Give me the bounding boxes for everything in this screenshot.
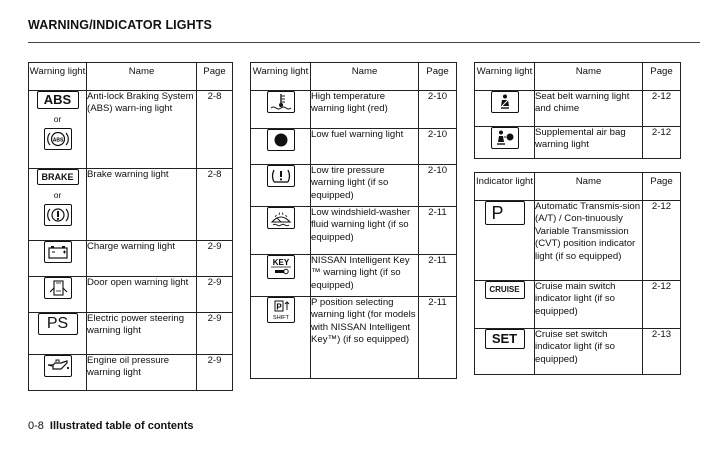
table-row: [29, 313, 233, 355]
key-label: KEY: [272, 258, 289, 267]
abs-or-brake-circle-abs-icon: [29, 91, 87, 169]
table-row: [251, 207, 457, 255]
header-warning-light: Warning light: [475, 63, 535, 91]
header-name: Name: [311, 63, 419, 91]
row-name: Supplemental air bag warning light: [535, 127, 643, 159]
seat-belt-icon: [491, 91, 519, 113]
table-row: [251, 91, 457, 129]
row-page: 2-12: [643, 281, 681, 329]
table-row: [251, 297, 457, 379]
header-name: Name: [535, 63, 643, 91]
row-page: 2-11: [419, 255, 457, 297]
svg-text:ABS: ABS: [52, 137, 63, 144]
or-label: or: [53, 190, 62, 200]
p-shift-icon: [267, 297, 295, 323]
warning-lights-table-3: [474, 62, 681, 159]
page-footer: [28, 420, 194, 432]
warning-lights-table-1: [28, 62, 233, 391]
row-name: Door open warning light: [87, 277, 197, 313]
battery-icon: [44, 241, 72, 263]
table-row: [251, 165, 457, 207]
row-page: 2-9: [197, 241, 233, 277]
oil-can-icon: [44, 355, 72, 377]
warning-lights-table-2: [250, 62, 457, 379]
page-title: WARNING/INDICATOR LIGHTS: [28, 18, 212, 32]
table-row: [475, 281, 681, 329]
row-name: Low fuel warning light: [311, 129, 419, 165]
row-name: Brake warning light: [87, 169, 197, 241]
brake-icon: BRAKE: [37, 169, 79, 185]
header-page: Page: [419, 63, 457, 91]
row-page: 2-9: [197, 277, 233, 313]
ps-icon: PS: [38, 313, 78, 335]
or-label: or: [53, 114, 62, 124]
washer-fluid-icon: [267, 207, 295, 229]
row-page: 2-13: [643, 329, 681, 375]
row-page: 2-11: [419, 297, 457, 379]
row-page: 2-10: [419, 91, 457, 129]
row-name: Seat belt warning light and chime: [535, 91, 643, 127]
row-page: 2-12: [643, 127, 681, 159]
row-page: 2-12: [643, 91, 681, 127]
table-row: [29, 277, 233, 313]
title-rule: [28, 42, 700, 43]
key-icon: [267, 255, 295, 279]
table-row: [29, 169, 233, 241]
filled-circle-icon: [267, 129, 295, 151]
table-row: [29, 241, 233, 277]
header-warning-light: Warning light: [251, 63, 311, 91]
header-page: Page: [197, 63, 233, 91]
row-name: High temperature warning light (red): [311, 91, 419, 129]
circle-brake-icon: [44, 204, 72, 226]
header-name: Name: [535, 173, 643, 201]
thermometer-icon: [267, 91, 295, 113]
circle-abs-icon: [44, 128, 72, 150]
row-name: Engine oil pressure warning light: [87, 355, 197, 391]
table-row: [475, 201, 681, 281]
row-name: P position selecting warning light (for models with NISSAN Intelligent Key™) (if so equipped): [311, 297, 419, 379]
row-page: 2-8: [197, 91, 233, 169]
table-row: [251, 129, 457, 165]
row-name: NISSAN Intelligent Key ™ warning light (if so equipped): [311, 255, 419, 297]
row-name: Electric power steering warning light: [87, 313, 197, 355]
row-name: Cruise main switch indicator light (if so equipped): [535, 281, 643, 329]
row-page: 2-9: [197, 313, 233, 355]
row-name: Automatic Transmis-sion (A/T) / Con-tinuously Variable Transmission (CVT) position indicator light (if so equipped): [535, 201, 643, 281]
header-indicator-light: Indicator light: [475, 173, 535, 201]
row-page: 2-8: [197, 169, 233, 241]
cruise-icon: CRUISE: [485, 281, 525, 299]
airbag-icon: [491, 127, 519, 149]
indicator-lights-table: [474, 172, 681, 375]
abs-icon: ABS: [37, 91, 79, 109]
row-name: Low tire pressure warning light (if so equipped): [311, 165, 419, 207]
door-open-icon: [44, 277, 72, 299]
row-name: Low windshield-washer fluid warning light (if so equipped): [311, 207, 419, 255]
row-page: 2-11: [419, 207, 457, 255]
row-name: Anti-lock Braking System (ABS) warn-ing light: [87, 91, 197, 169]
row-page: 2-10: [419, 165, 457, 207]
p-indicator-icon: P: [485, 201, 525, 225]
svg-text:P: P: [275, 302, 282, 312]
table-row: [29, 91, 233, 169]
row-name: Cruise set switch indicator light (if so equipped): [535, 329, 643, 375]
shift-label: SHIFT: [272, 315, 289, 321]
header-page: Page: [643, 63, 681, 91]
header-warning-light: Warning light: [29, 63, 87, 91]
table-row: [475, 127, 681, 159]
header-name: Name: [87, 63, 197, 91]
row-name: Charge warning light: [87, 241, 197, 277]
row-page: 2-9: [197, 355, 233, 391]
brake-or-circle-brake-icon: [29, 169, 87, 241]
table-row: [475, 91, 681, 127]
row-page: 2-10: [419, 129, 457, 165]
table-row: [475, 329, 681, 375]
header-page: Page: [643, 173, 681, 201]
row-page: 2-12: [643, 201, 681, 281]
footer-title: Illustrated table of contents: [49, 420, 194, 432]
tire-pressure-icon: [267, 165, 295, 187]
table-row: [29, 355, 233, 391]
footer-page-number: 0-8: [28, 420, 44, 432]
table-row: [251, 255, 457, 297]
set-icon: SET: [485, 329, 525, 349]
